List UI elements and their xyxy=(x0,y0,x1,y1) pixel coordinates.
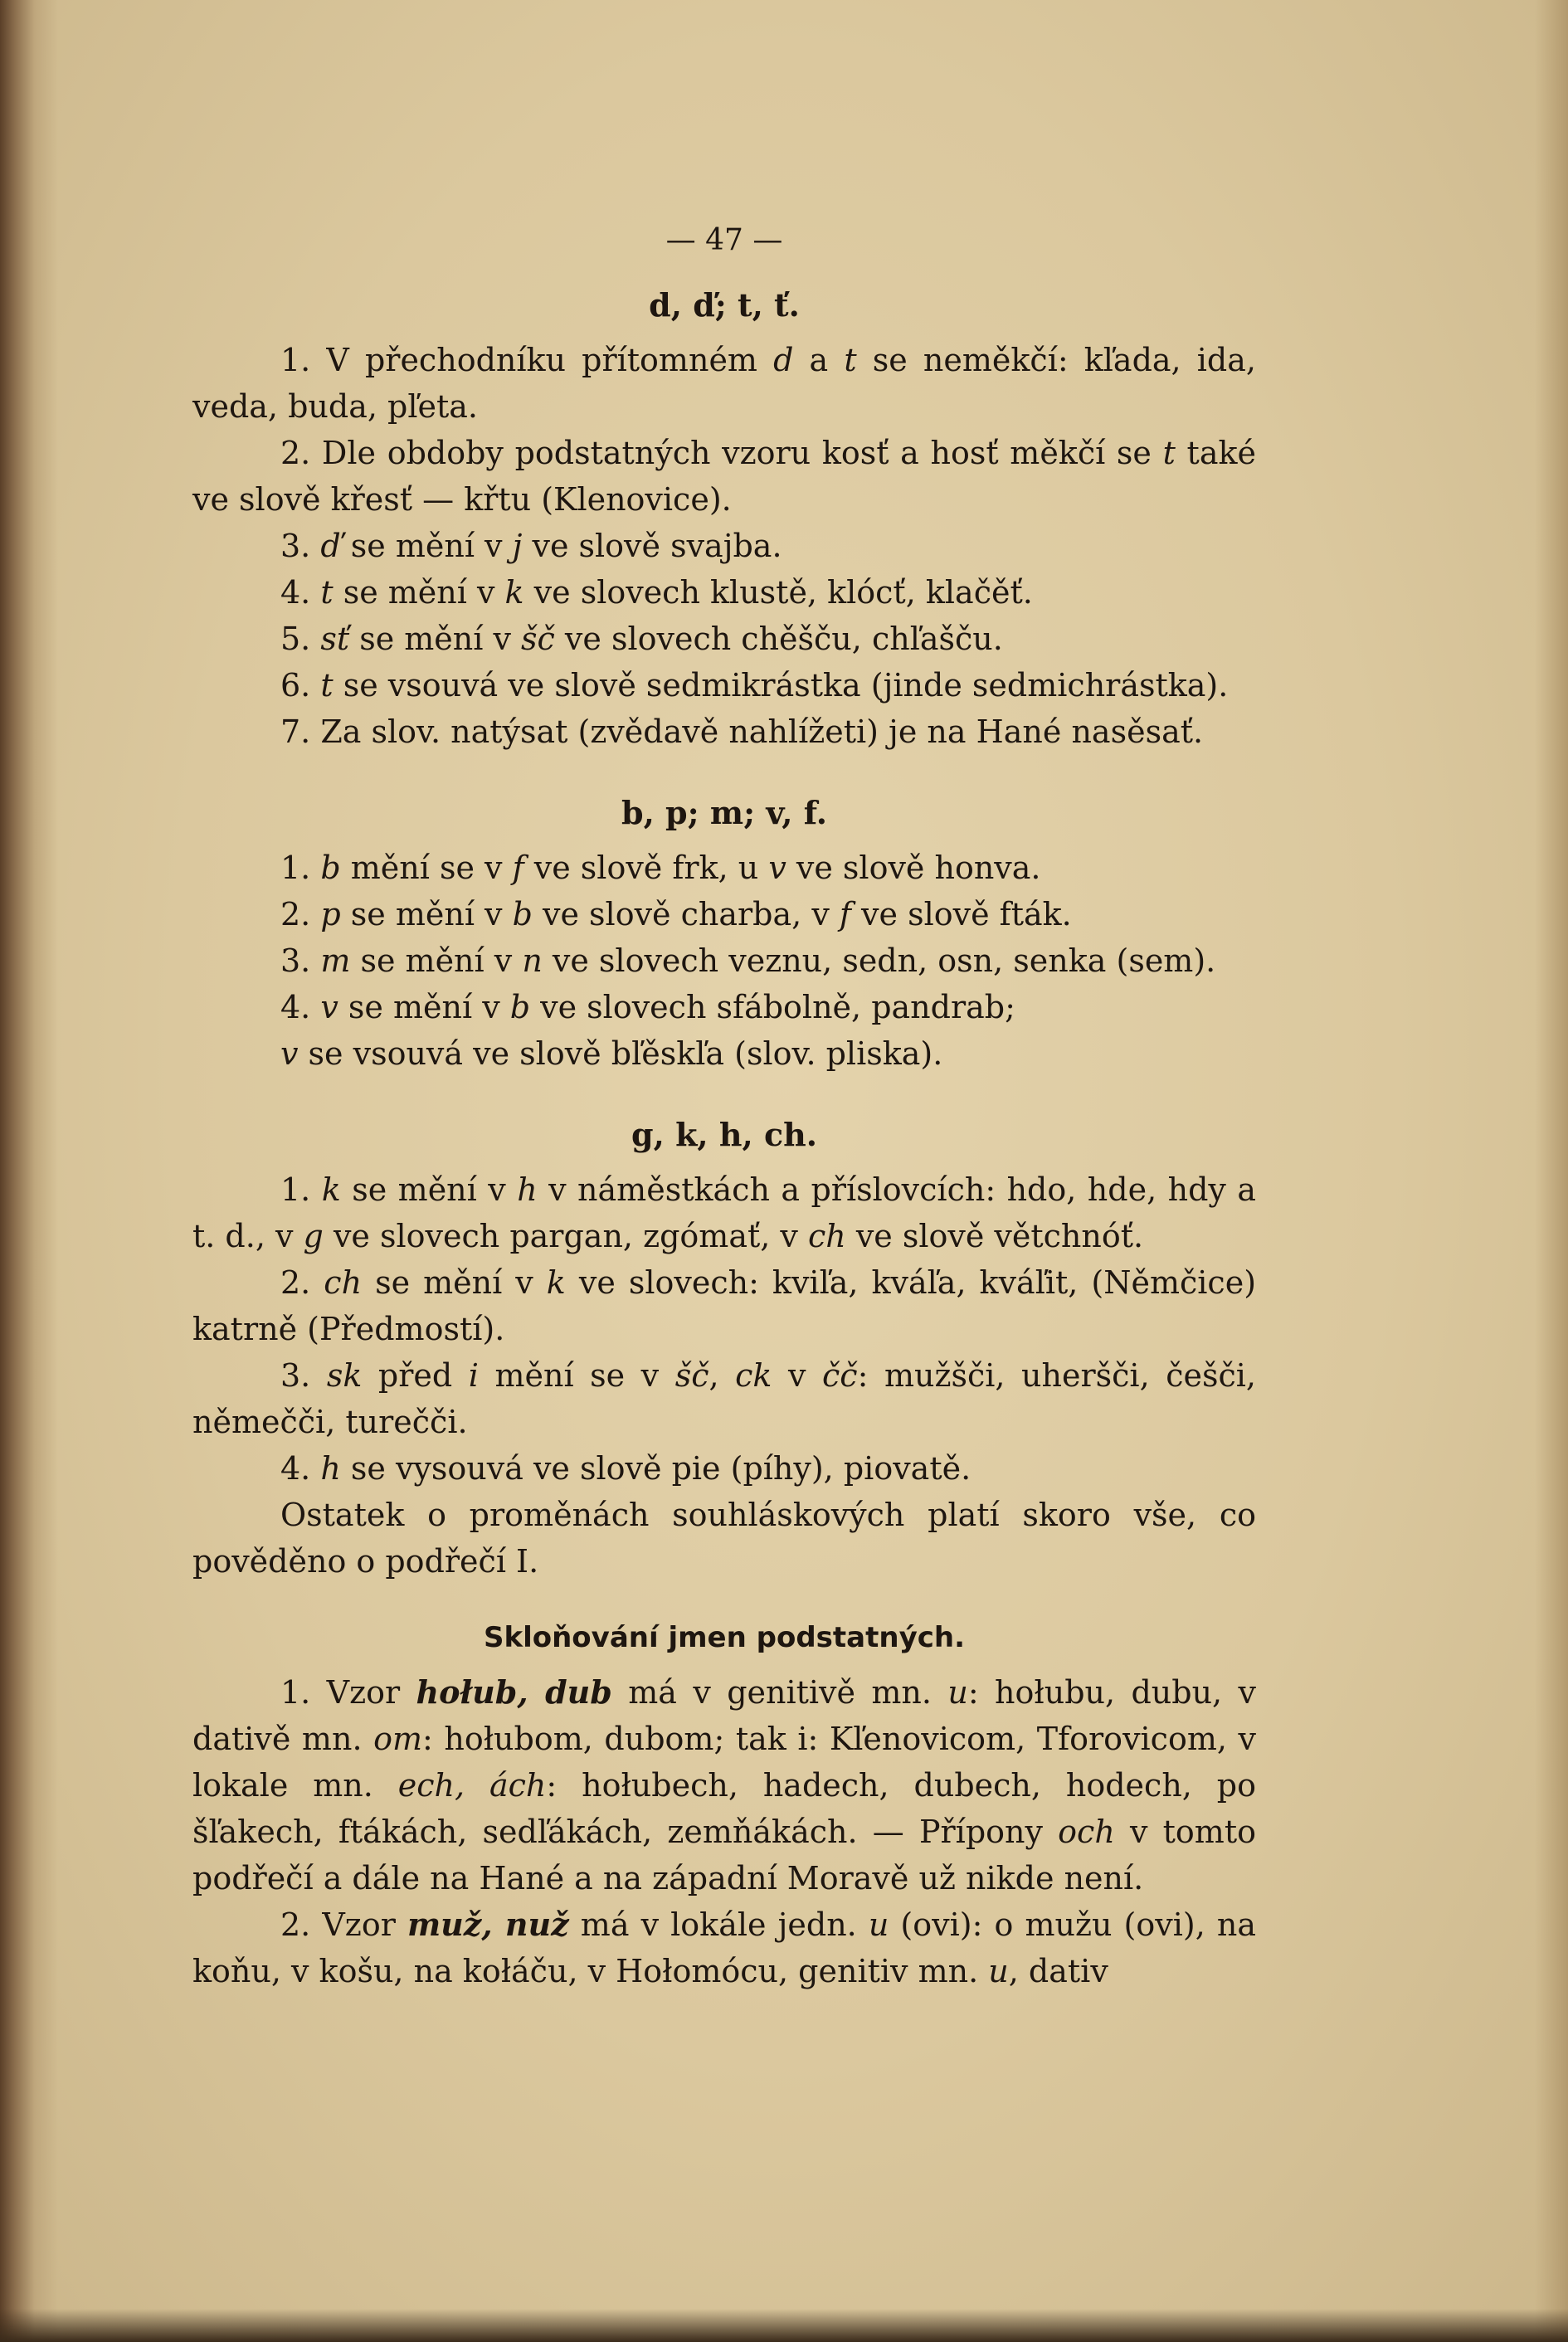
page-number: — 47 — xyxy=(665,223,783,257)
paragraph: 1. b mění se v f ve slově frk, u v ve slově honva. xyxy=(280,850,1041,886)
paragraph: 1. V přechodníku přítomném d a t se neměkčí: kľada, ida, veda, buda, pľeta. xyxy=(192,342,1256,425)
section-declension xyxy=(192,1614,1256,1994)
binding-shadow xyxy=(0,0,58,2342)
paragraph: 3. sk před i mění se v šč, ck v čč: mužšči, uheršči, češči, němečči, turečči. xyxy=(192,1357,1256,1440)
paragraph: 4. v se mění v b ve slovech sfábolně, pandrab; xyxy=(280,989,1015,1025)
section-labial xyxy=(192,790,1256,1077)
section-heading: g, k, h, ch. xyxy=(631,1116,817,1153)
section-heading: Skloňování jmen podstatných. xyxy=(483,1621,966,1654)
paragraph: 2. Dle obdoby podstatných vzoru kosť a hosť měkčí se t také ve slově křesť — křtu (Klenovice). xyxy=(192,435,1256,518)
paragraph: 4. t se mění v k ve slovech klustě, klócť, klačěť. xyxy=(280,574,1033,611)
page-text xyxy=(192,217,1256,1994)
paragraph: 2. ch se mění v k ve slovech: kviľa, kváľa, kváľit, (Němčice) katrně (Předmostí). xyxy=(192,1264,1257,1347)
paragraph: 6. t se vsouvá ve slově sedmikrástka (jinde sedmichrástka). xyxy=(280,667,1229,704)
paragraph: 7. Za slov. natýsat (zvědavě nahlížeti) je na Hané nasěsať. xyxy=(280,713,1204,750)
section-heading: b, p; m; v, f. xyxy=(621,794,827,831)
section-heading: d, ď; t, ť. xyxy=(649,286,800,324)
paragraph: 3. m se mění v n ve slovech veznu, sedn, osn, senka (sem). xyxy=(280,942,1216,979)
page-edge-bottom xyxy=(0,2309,1568,2342)
paragraph: Ostatek o proměnách souhláskových platí skoro vše, co pověděno o podřečí I. xyxy=(192,1497,1256,1580)
paragraph: 3. ď se mění v j ve slově svajba. xyxy=(280,528,782,564)
paragraph: 1. k se mění v h v náměstkách a příslovcích: hdo, hde, hdy a t. d., v g ve slovech pargan, zgómať, v ch ve slově větchnóť. xyxy=(192,1171,1256,1254)
paragraph: 4. h se vysouvá ve slově pie (píhy), piovatě. xyxy=(280,1450,971,1487)
page-edge-right xyxy=(1535,0,1568,2342)
section-velar xyxy=(192,1112,1256,1585)
paragraph: 5. sť se mění v šč ve slovech chěšču, chľašču. xyxy=(280,621,1003,657)
paragraph-continuation: v se vsouvá ve slově bľěskľa (slov. pliska). xyxy=(280,1035,943,1072)
paragraph: 2. Vzor muž, nuž má v lokále jedn. u (ovi): o mužu (ovi), na koňu, v košu, na kołáču, v Hołomócu, genitiv mn. u, dativ xyxy=(192,1906,1256,1989)
paragraph: 1. Vzor hołub, dub má v genitivě mn. u: hołubu, dubu, v dativě mn. om: hołubom, dubom; tak i: Kľenovicom, Tforovicom, v lokale mn. ech, ách: hołubech, hadech, dubech, hodech, po šľakech, ftákách, sedľákách, zemňákách. — Přípony och v tomto podřečí a dále na Hané a na západní Moravě už nikde není. xyxy=(192,1673,1256,1896)
paragraph: 2. p se mění v b ve slově charba, v f ve slově fták. xyxy=(280,896,1072,932)
section-dental xyxy=(192,282,1256,755)
